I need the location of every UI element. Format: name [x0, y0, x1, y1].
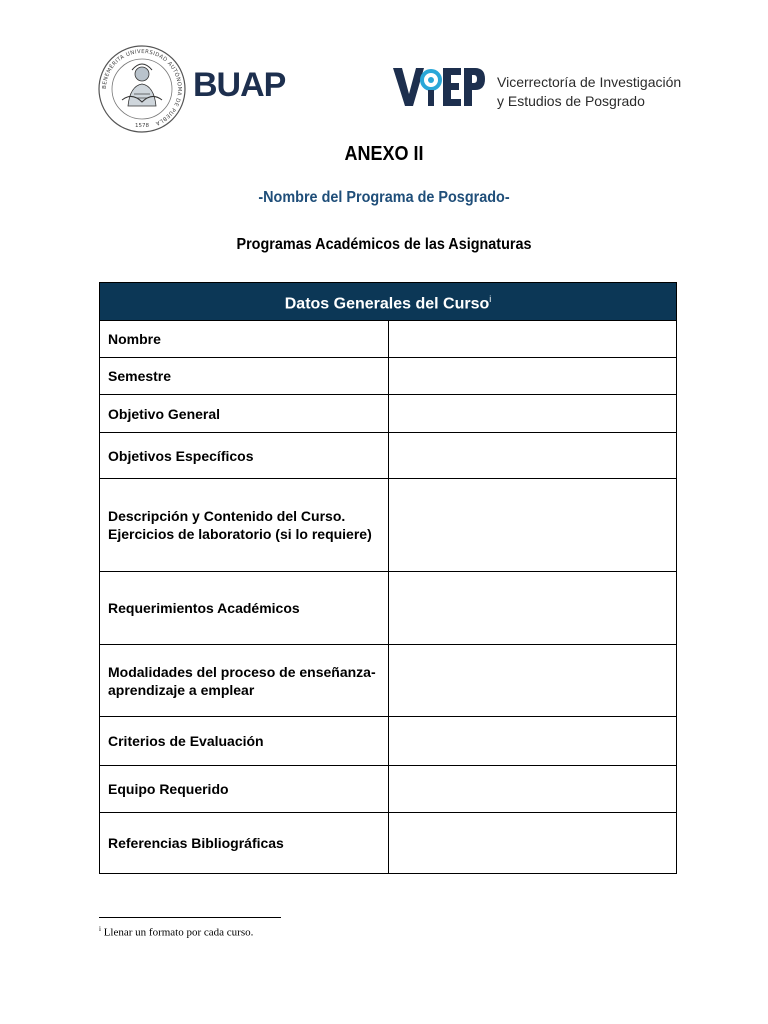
- row-value-nombre[interactable]: [388, 321, 677, 358]
- footnote: [99, 925, 253, 939]
- row-value-objetivos-especificos[interactable]: [388, 433, 677, 479]
- program-name: -Nombre del Programa de Posgrado-: [258, 189, 510, 206]
- table-row: [100, 645, 677, 717]
- row-value-descripcion[interactable]: [388, 479, 677, 572]
- row-label-referencias: Referencias Bibliográficas: [100, 813, 389, 874]
- viep-name-line2: y Estudios de Posgrado: [497, 93, 645, 109]
- row-label-semestre: Semestre: [100, 358, 389, 395]
- row-label-modalidades: Modalidades del proceso de enseñanza-aprendizaje a emplear: [100, 645, 389, 717]
- table-header-cell: [100, 283, 677, 321]
- row-value-objetivo-general[interactable]: [388, 395, 677, 433]
- table-row: [100, 766, 677, 813]
- buap-logo-text: BUAP: [193, 66, 286, 104]
- footnote-divider: [99, 917, 281, 918]
- row-value-criterios[interactable]: [388, 717, 677, 766]
- row-label-requerimientos: Requerimientos Académicos: [100, 572, 389, 645]
- table-row: [100, 717, 677, 766]
- footnote-reference: i: [489, 293, 492, 304]
- document-subtitle: Programas Académicos de las Asignaturas: [236, 236, 532, 253]
- buap-seal-logo: [98, 44, 186, 134]
- row-label-objetivos-especificos: Objetivos Específicos: [100, 433, 389, 479]
- viep-logo: [393, 62, 485, 110]
- table-header-row: [100, 283, 677, 321]
- table-header-title: Datos Generales del Curso: [284, 295, 490, 313]
- annex-title: ANEXO II: [344, 143, 424, 165]
- table-row: [100, 395, 677, 433]
- table-row: [100, 433, 677, 479]
- row-value-equipo[interactable]: [388, 766, 677, 813]
- row-label-criterios: Criterios de Evaluación: [100, 717, 389, 766]
- table-row: [100, 321, 677, 358]
- footnote-text: Llenar un formato por cada curso.: [103, 926, 254, 939]
- row-value-requerimientos[interactable]: [388, 572, 677, 645]
- row-value-referencias[interactable]: [388, 813, 677, 874]
- viep-name-line1: Vicerrectoría de Investigación: [497, 74, 682, 90]
- row-label-nombre: Nombre: [100, 321, 389, 358]
- seal-year: 1578: [135, 123, 149, 129]
- row-label-equipo: Equipo Requerido: [100, 766, 389, 813]
- row-label-objetivo-general: Objetivo General: [100, 395, 389, 433]
- row-value-modalidades[interactable]: [388, 645, 677, 717]
- course-data-table: [99, 282, 677, 874]
- table-row: [100, 813, 677, 874]
- table-row: [100, 479, 677, 572]
- row-value-semestre[interactable]: [388, 358, 677, 395]
- table-row: [100, 572, 677, 645]
- footnote-mark: i: [99, 925, 101, 933]
- row-label-descripcion: Descripción y Contenido del Curso. Ejercicios de laboratorio (si lo requiere): [100, 479, 389, 572]
- seal-text: BENEMÉRITA UNIVERSIDAD AUTÓNOMA DE PUEBLA: [101, 48, 183, 127]
- table-row: [100, 358, 677, 395]
